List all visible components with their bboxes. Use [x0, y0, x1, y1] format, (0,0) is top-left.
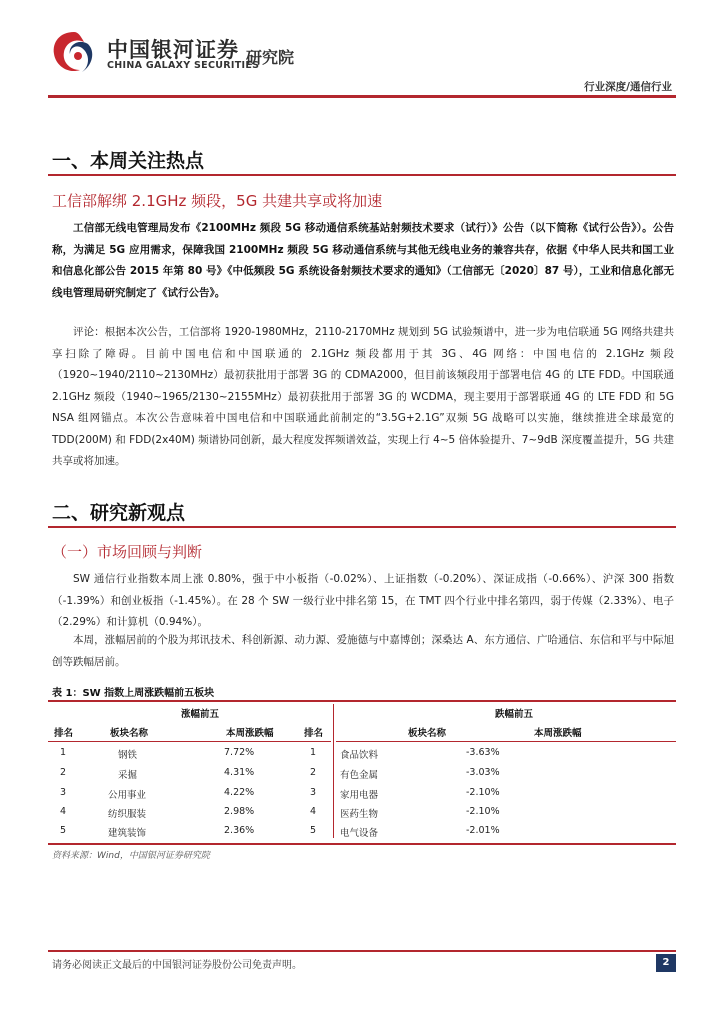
table-row-gainer-change: 2.98% [224, 806, 255, 817]
header-divider [48, 95, 676, 98]
galaxy-logo-icon [48, 28, 100, 80]
table-row-loser-change: -2.10% [466, 787, 500, 798]
section1-paragraph-1: 工信部无线电管理局发布《2100MHz 频段 5G 移动通信系统基站射频技术要求（试行）》公告（以下简称《试行公告》）。公告称，为满足 5G 应用需求，保障我国 2100MHz 频段 5G 移动通信系统与其他无线电业务的兼容共存，依据《中华人民共和国工业和信息化部公告 2015 年第 80 号》《中低频段 5G 系统设备射频技术要求的通知》（工信部无〔2020〕87 号），工业和信息化部无线电管理局研究制定了《试行公告》。 [52, 222, 674, 299]
section2-title: 二、研究新观点 [52, 502, 186, 524]
table-row-gainer-rank: 1 [60, 747, 67, 758]
table-row-gainer-name: 纺织服装 [108, 809, 147, 820]
section1-subtitle: 工信部解绑 2.1GHz 频段，5G 共建共享或将加速 [52, 192, 383, 210]
gainers-header-rule [48, 741, 331, 742]
table-row-loser-rank: 2 [310, 767, 317, 778]
gainers-col-rank: 排名 [54, 728, 74, 739]
footer-disclaimer: 请务必阅读正文最后的中国银河证券股份公司免责声明。 [52, 960, 302, 971]
table-row-gainer-name: 建筑装饰 [108, 828, 147, 839]
table-row-gainer-change: 4.22% [224, 787, 255, 798]
table-row-loser-name: 食品饮料 [340, 750, 379, 761]
section2-rule [48, 526, 676, 528]
document-category-tag: 行业深度/通信行业 [584, 81, 672, 93]
losers-col-sector: 板块名称 [408, 728, 447, 739]
logo-english-name: CHINA GALAXY SECURITIES [107, 60, 260, 71]
losers-col-rank: 排名 [304, 728, 324, 739]
table-top-rule [48, 700, 676, 702]
table-row-gainer-name: 采掘 [118, 770, 138, 781]
section2-subtitle: （一）市场回顾与判断 [52, 543, 203, 561]
section1-rule [48, 174, 676, 176]
footer-divider [48, 950, 676, 952]
table-row-gainer-change: 4.31% [224, 767, 255, 778]
logo-chinese-name: 中国银河证券 [107, 38, 239, 62]
table-row-gainer-name: 公用事业 [108, 790, 147, 801]
table-row-gainer-rank: 3 [60, 787, 67, 798]
table-row-gainer-rank: 5 [60, 825, 67, 836]
table-row-loser-rank: 5 [310, 825, 317, 836]
institute-name: 研究院 [246, 48, 295, 67]
table-row-loser-name: 有色金属 [340, 770, 379, 781]
table-row-gainer-rank: 4 [60, 806, 67, 817]
losers-col-change: 本周涨跌幅 [534, 728, 582, 739]
table-row-gainer-rank: 2 [60, 767, 67, 778]
table-row-loser-change: -3.03% [466, 767, 500, 778]
gainers-col-sector: 板块名称 [110, 728, 149, 739]
table-row-loser-rank: 3 [310, 787, 317, 798]
table-column-separator [333, 704, 334, 838]
gainers-col-change: 本周涨跌幅 [226, 728, 274, 739]
section2-paragraph-2: 本周，涨幅居前的个股为邦讯技术、科创新源、动力源、爱施德与中嘉博创；深桑达 A、东方通信、广哈通信、东信和平与中际旭创等跌幅居前。 [52, 634, 674, 668]
page-number: 2 [656, 954, 676, 972]
table-caption: 表 1：SW 指数上周涨跌幅前五板块 [52, 688, 215, 699]
table-row-loser-name: 家用电器 [340, 790, 379, 801]
table-row-loser-rank: 1 [310, 747, 317, 758]
table-row-gainer-name: 钢铁 [118, 750, 138, 761]
section2-paragraph-1: SW 通信行业指数本周上涨 0.80%，强于中小板指（-0.02%）、上证指数（-0.20%）、深证成指（-0.66%）、沪深 300 指数（-1.39%）和创业板指（-1.45%）。在 28 个 SW 一级行业中排名第 15，在 TMT 四个行业中排名第四，弱于传媒（2.33%）、电子（2.29%）和计算机（0.94%）。 [52, 573, 674, 628]
gainers-group-header: 涨幅前五 [180, 709, 219, 720]
table-row-loser-change: -2.10% [466, 806, 500, 817]
losers-header-rule [336, 741, 676, 742]
table-row-gainer-change: 7.72% [224, 747, 255, 758]
table-row-gainer-change: 2.36% [224, 825, 255, 836]
section1-title: 一、本周关注热点 [52, 150, 205, 172]
table-row-loser-change: -3.63% [466, 747, 500, 758]
losers-group-header: 跌幅前五 [494, 709, 533, 720]
table-source-note: 资料来源：Wind，中国银河证券研究院 [52, 851, 210, 861]
table-row-loser-rank: 4 [310, 806, 317, 817]
table-row-loser-name: 电气设备 [340, 828, 379, 839]
table-bottom-rule [48, 843, 676, 845]
table-row-loser-change: -2.01% [466, 825, 500, 836]
table-row-loser-name: 医药生物 [340, 809, 379, 820]
section1-paragraph-2: 评论：根据本次公告，工信部将 1920-1980MHz，2110-2170MHz 规划到 5G 试验频谱中，进一步为电信联通 5G 网络共建共享扫除了障碍。目前中国电信和中国联通的 2.1GHz 频段都用于其 3G、4G 网络：中国电信的 2.1GHz 频段（1920~1940/2110~2130MHz）最初获批用于部署 3G 的 CDMA2000，但目前该频段用于部署电信 4G 的 LTE FDD。中国联通 2.1GHz 频段（1940~1965/2130~2155MHz）最初获批用于部署 3G 的 WCDMA，现主要用于部署联通 4G 的 LTE FDD 和 5G NSA 组网锚点。本次公告意味着中国电信和中国联通此前制定的“3.5G+2.1G”双频 5G 战略可以实施，继续推进全球最宽的 TDD(200M) 和 FDD(2x40M) 频谱协同创新，最大程度发挥频谱效益，实现上行 4~5 倍体验提升、7~9dB 深度覆盖提升，5G 共建共享或将加速。 [52, 326, 674, 467]
